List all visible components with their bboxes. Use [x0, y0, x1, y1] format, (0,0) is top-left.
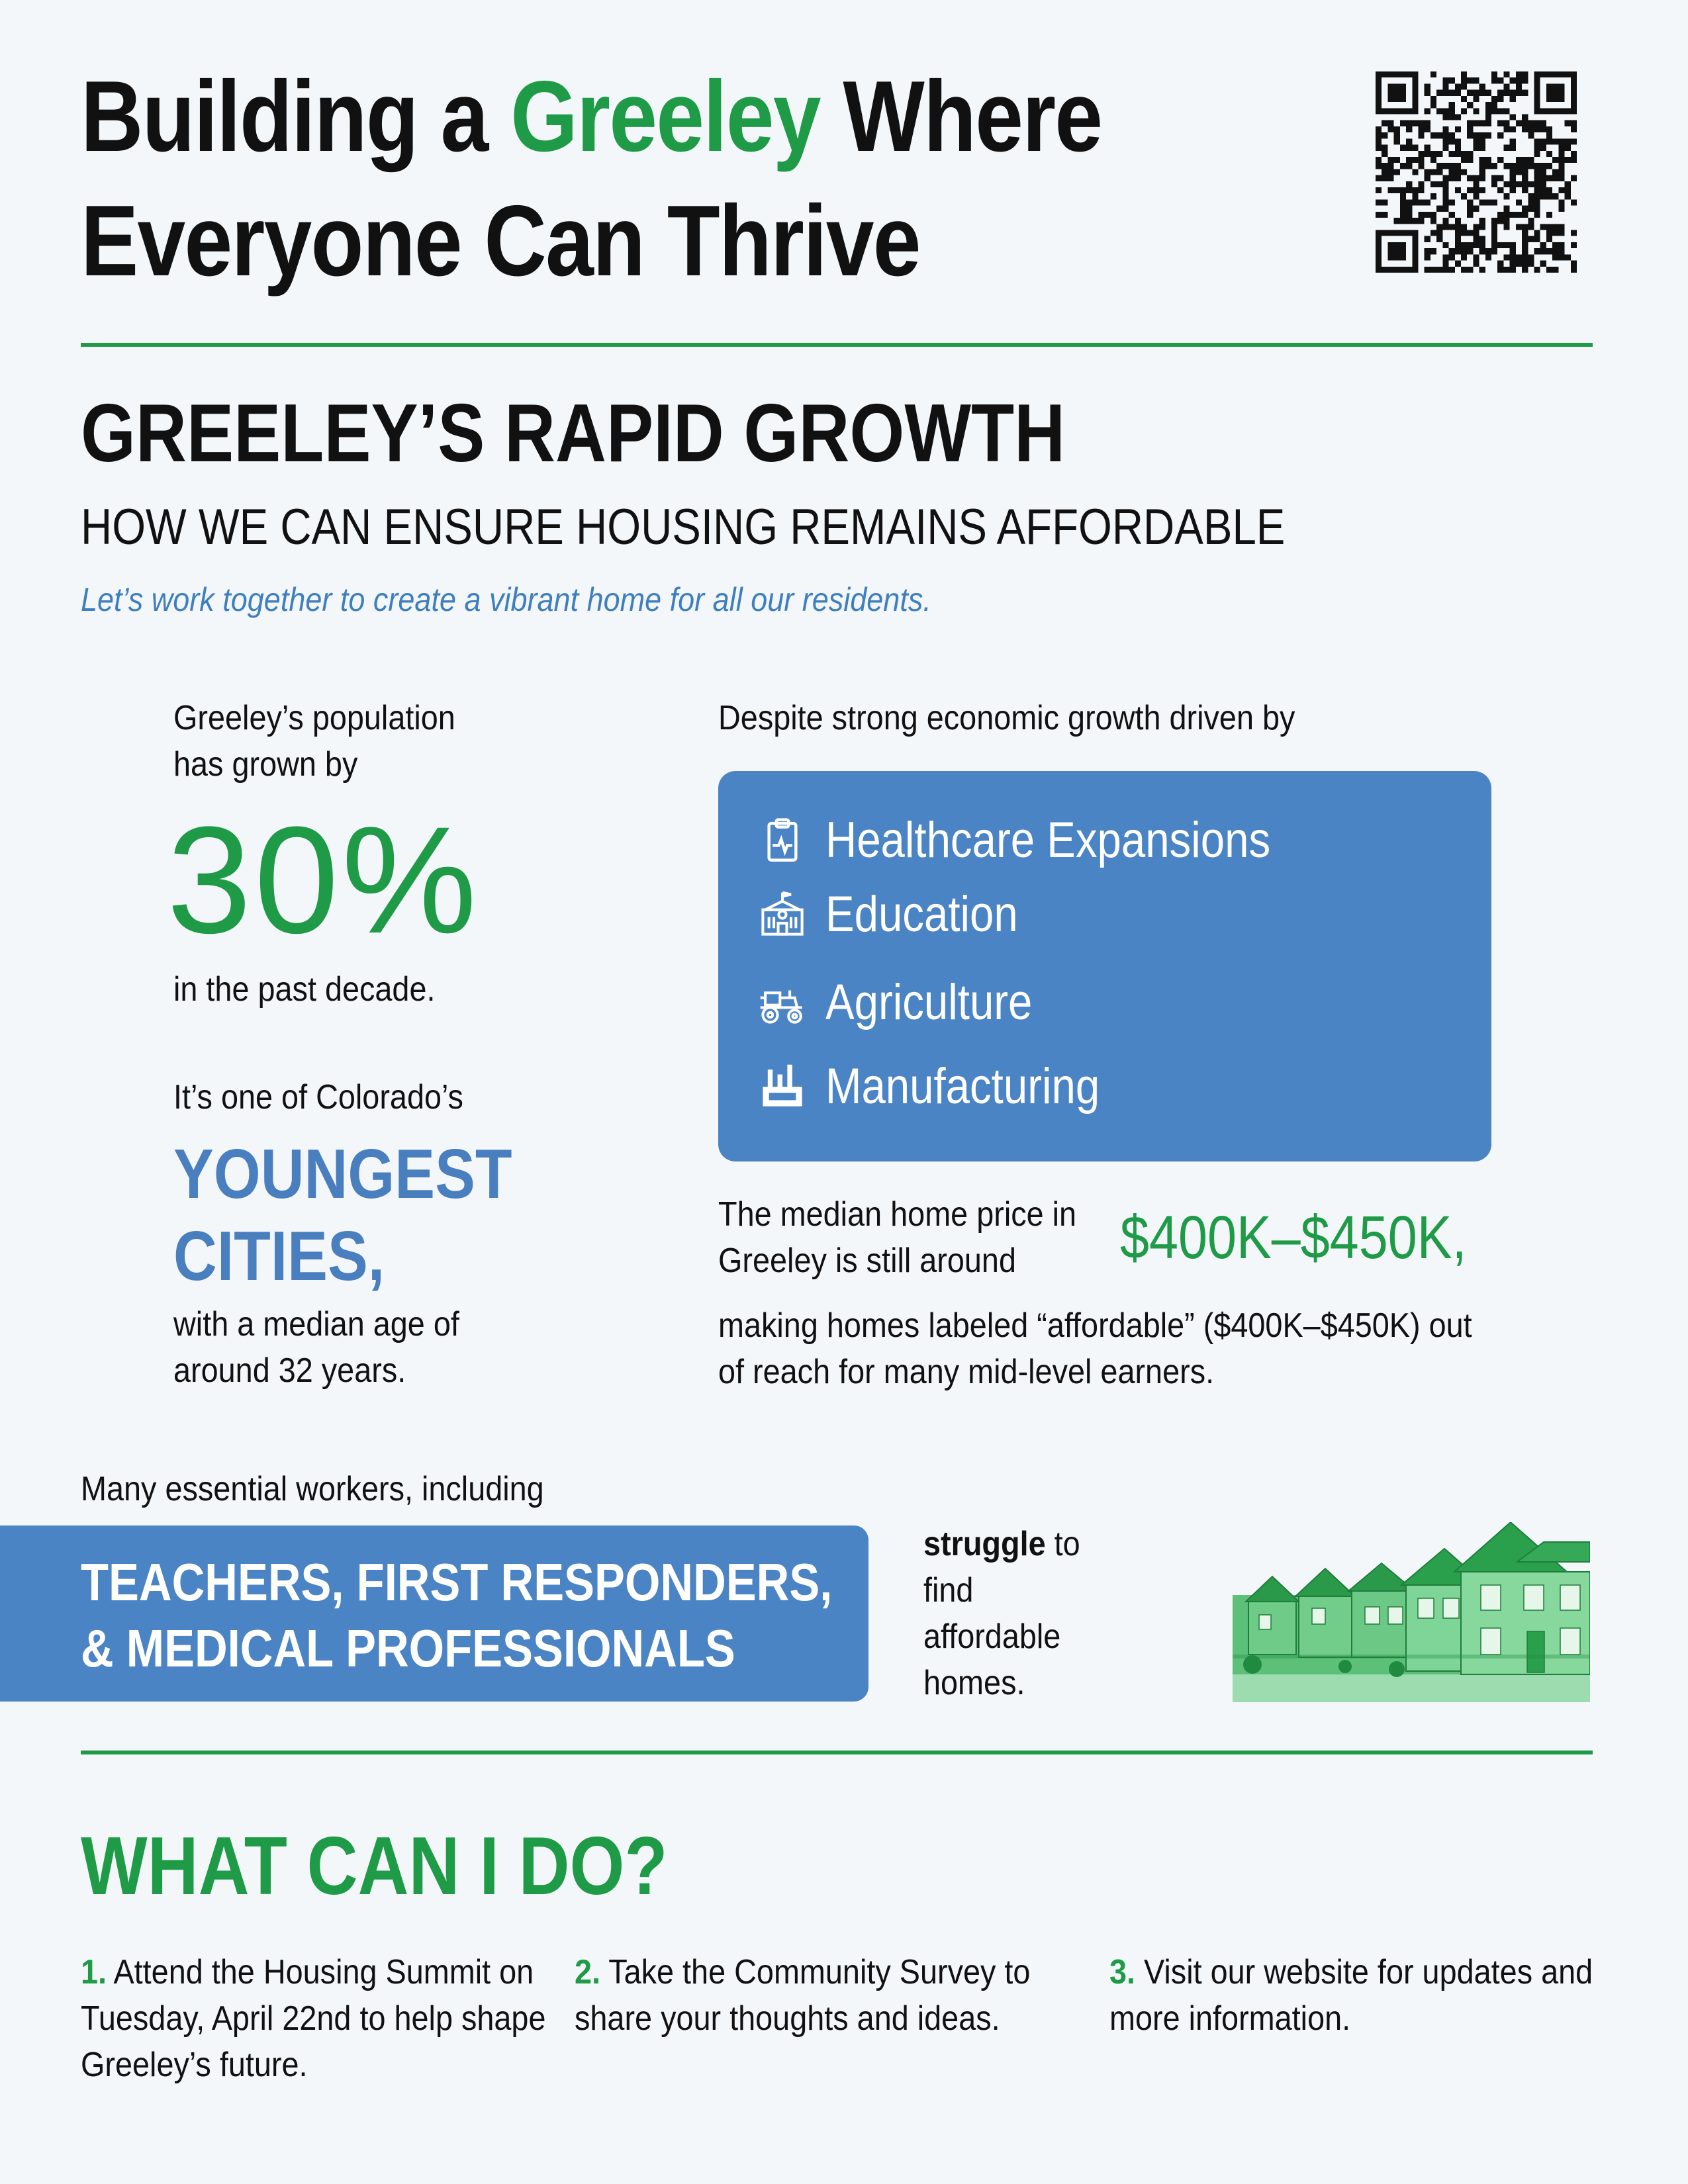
median-age-text: with a median age of around 32 years.	[173, 1305, 459, 1390]
struggle-bold: struggle	[923, 1525, 1046, 1563]
step-number: 3.	[1109, 1953, 1136, 1991]
youngest-line-1: YOUNGEST	[173, 1135, 512, 1213]
actions-heading: WHAT CAN I DO?	[81, 1821, 668, 1912]
struggle-text	[923, 1521, 1114, 1706]
step-number: 1.	[81, 1953, 107, 1991]
sector-healthcare	[758, 811, 1343, 870]
sector-label: Agriculture	[825, 974, 1033, 1030]
divider-top	[81, 343, 1593, 347]
sector-label: Education	[825, 886, 1018, 942]
divider-bottom	[81, 1751, 1593, 1754]
home-price-intro: The median home price in Greeley is still around	[718, 1195, 1077, 1280]
school-building-icon	[758, 890, 807, 939]
growth-subheading: HOW WE CAN ENSURE HOUSING REMAINS AFFORDABLE	[81, 499, 1286, 555]
houses-illustration-icon	[1233, 1522, 1590, 1702]
youngest-line-2: CITIES,	[173, 1217, 385, 1295]
title-line-2: Everyone Can Thrive	[81, 185, 920, 297]
action-step-1	[81, 1949, 557, 2088]
workers-banner	[0, 1525, 868, 1702]
population-intro: Greeley’s population has grown by	[173, 699, 455, 784]
population-outro: in the past decade.	[173, 970, 436, 1009]
step-number: 2.	[575, 1953, 601, 1991]
title-line-1	[81, 54, 1162, 179]
workers-line-1: TEACHERS, FIRST RESPONDERS,	[81, 1553, 833, 1612]
growth-tagline: Let’s work together to create a vibrant home for all our residents.	[81, 581, 931, 618]
growth-heading: GREELEY’S RAPID GROWTH	[81, 388, 1066, 479]
title-highlight: Greeley	[510, 60, 820, 173]
qr-code-icon[interactable]	[1376, 71, 1577, 273]
sector-label: Manufacturing	[825, 1058, 1100, 1115]
population-growth-value: 30%	[167, 795, 480, 965]
youngest-highlight	[173, 1133, 512, 1297]
sector-label: Healthcare Expansions	[825, 812, 1271, 868]
youngest-intro: It’s one of Colorado’s	[173, 1078, 463, 1116]
sector-education	[758, 885, 1049, 944]
clipboard-heartbeat-icon	[758, 816, 807, 865]
step-text: Visit our website for updates and more information.	[1109, 1953, 1593, 2038]
economy-intro: Despite strong economic growth driven by	[718, 699, 1295, 737]
sector-manufacturing	[758, 1057, 1145, 1116]
sector-panel	[718, 771, 1491, 1161]
action-step-3	[1109, 1949, 1604, 2042]
struggle-rest: to find affordable homes.	[923, 1525, 1080, 1702]
home-price-outro: making homes labeled “affordable” ($400K–$450K) out of reach for many mid-level earners.	[718, 1306, 1472, 1391]
sector-agriculture	[758, 973, 1066, 1032]
home-price-value: $400K–$450K,	[1120, 1204, 1467, 1271]
tractor-icon	[758, 978, 807, 1027]
step-text: Take the Community Survey to share your thoughts and ideas.	[575, 1953, 1031, 2038]
title-part-2: Where	[820, 60, 1102, 173]
workers-intro: Many essential workers, including	[81, 1470, 544, 1508]
factory-icon	[758, 1062, 807, 1111]
title-part-1: Building a	[81, 60, 511, 173]
action-step-2	[575, 1949, 1063, 2042]
page-title	[81, 54, 1162, 303]
workers-line-2: & MEDICAL PROFESSIONALS	[81, 1619, 735, 1678]
step-text: Attend the Housing Summit on Tuesday, April 22nd to help shape Greeley’s future.	[81, 1953, 546, 2084]
